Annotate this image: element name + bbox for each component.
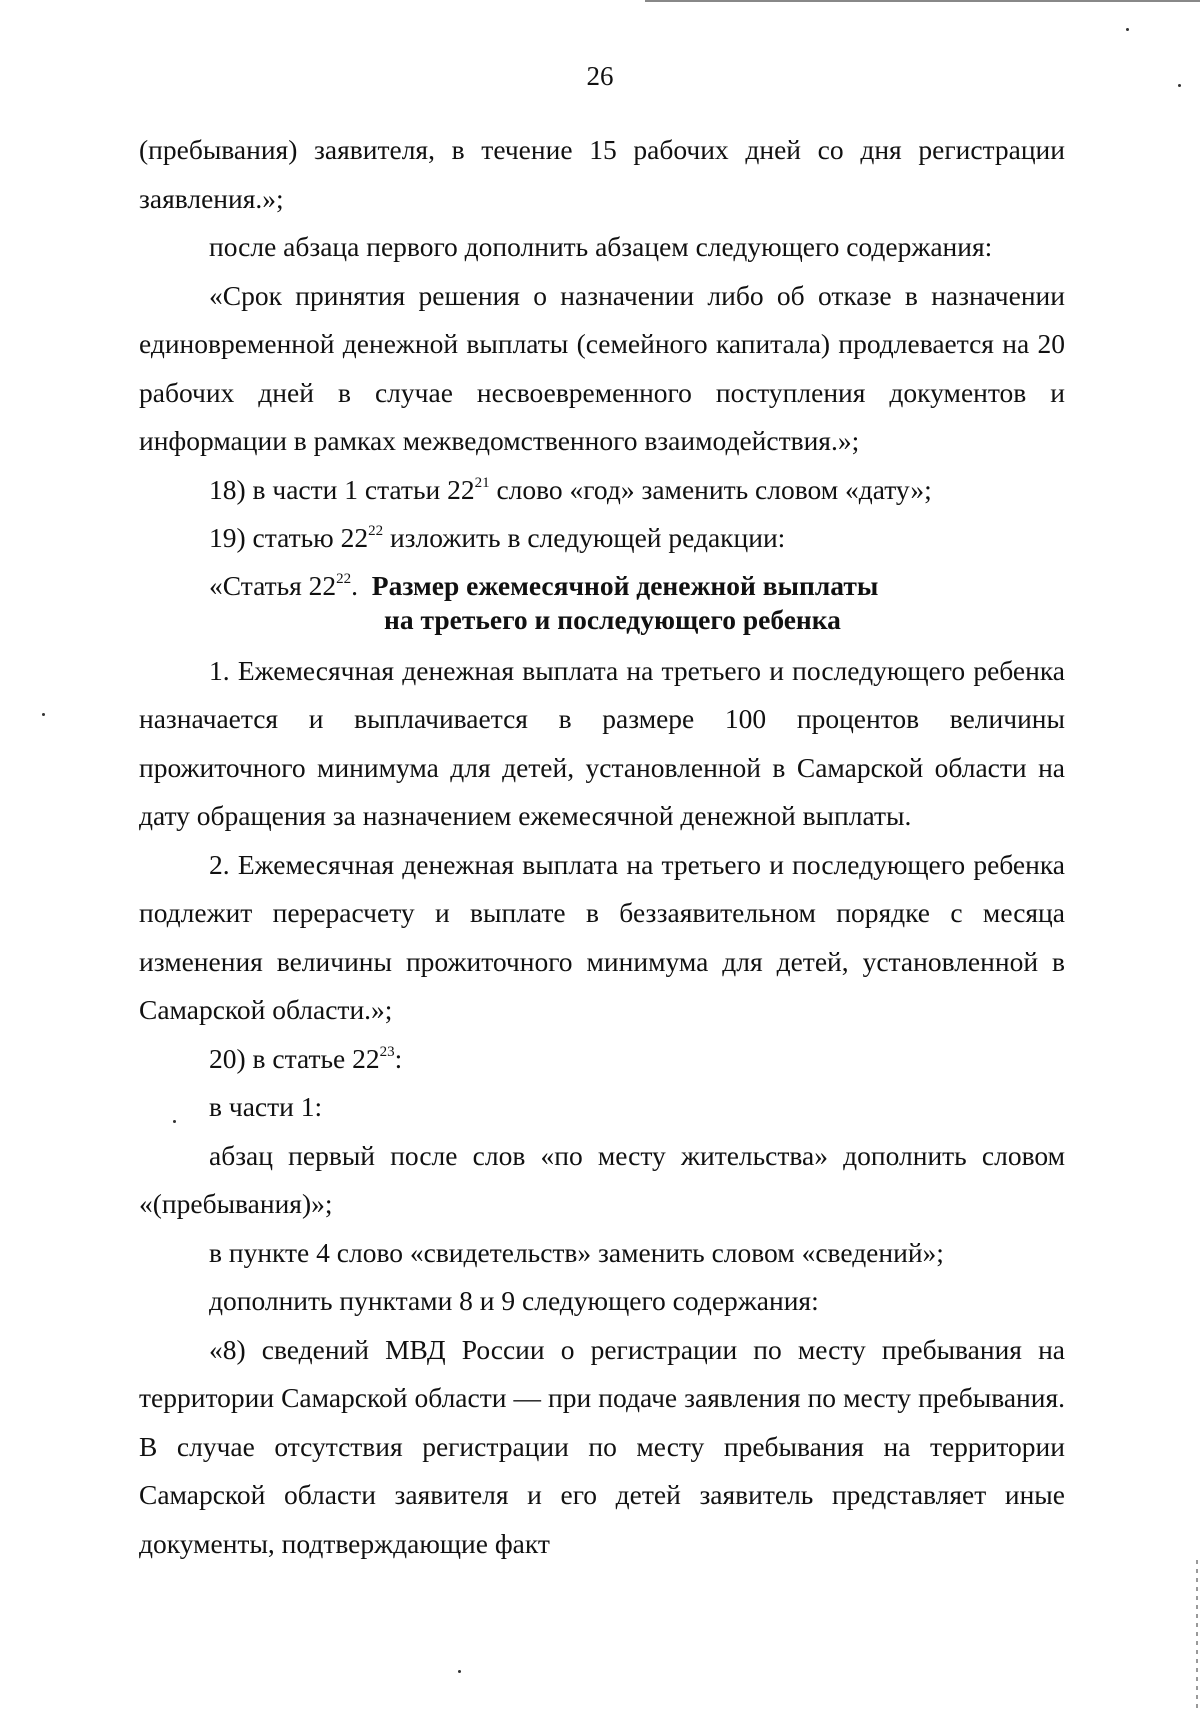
paragraph-item-8: «8) сведений МВД России о регистрации по месту пребывания на территории Самарской области — при подаче заявления по месту пребывания. В случае отсутствия регистрации по месту пребывания на территории Самарской области заявителя и его детей заявитель представляет иные документы, подтверждающие факт: [139, 1333, 1065, 1559]
paragraph-item-20: [139, 1035, 1065, 1084]
article-title: Размер ежемесячной денежной выплаты: [371, 569, 879, 601]
text: слово «год» заменить словом «дату»;: [489, 473, 932, 505]
superscript: 21: [474, 474, 490, 491]
paragraph: в пункте 4 слово «свидетельств» заменить словом «сведений»;: [209, 1236, 944, 1268]
paragraph-item-18: [139, 466, 1065, 515]
paragraph-item-19: [139, 514, 1065, 563]
superscript: 22: [336, 570, 352, 587]
scan-edge-mark: [1196, 1560, 1198, 1710]
paragraph: абзац первый после слов «по месту жительства» дополнить словом «(пребывания)»;: [139, 1139, 1065, 1219]
page-number: 26: [586, 61, 614, 91]
article-heading-line2: на третьего и последующего ребенка: [384, 603, 841, 635]
text: 20) в статье 22: [209, 1042, 380, 1074]
article-label: «Статья 22: [209, 569, 337, 601]
scan-speck: [458, 1670, 461, 1673]
superscript: 23: [379, 1043, 395, 1060]
text: .: [351, 569, 359, 601]
scan-speck: [42, 713, 45, 716]
paragraph: дополнить пунктами 8 и 9 следующего содержания:: [209, 1285, 819, 1316]
text: 18) в части 1 статьи 22: [209, 473, 475, 505]
text: изложить в следующей редакции:: [383, 522, 786, 553]
scan-speck: [1126, 28, 1129, 31]
paragraph: в части 1:: [209, 1091, 323, 1122]
article-heading-line1: [139, 569, 1065, 603]
superscript: 22: [368, 523, 384, 539]
paragraph-quote: «Срок принятия решения о назначении либо об отказе в назначении единовременной денежной выплаты (семейного капитала) продлевается на 20 рабочих дней в случае несвоевременного поступления документов и информации в рамках межведомственного взаимодействия.»;: [139, 279, 1065, 456]
paragraph-continuation: (пребывания) заявителя, в течение 15 рабочих дней со дня регистрации заявления.»;: [139, 134, 1065, 214]
paragraph-part-2: 2. Ежемесячная денежная выплата на третьего и последующего ребенка подлежит перерасчету и выплате в беззаявительном порядке с месяца изменения величины прожиточного минимума для детей, установленной в Самарской области.»;: [139, 848, 1065, 1025]
article-heading: [139, 563, 1065, 647]
document-body: [139, 126, 1065, 1568]
scan-top-edge: [645, 0, 1200, 2]
paragraph-part-1: 1. Ежемесячная денежная выплата на третьего и последующего ребенка назначается и выплачивается в размере 100 процентов величины прожиточного минимума для детей, установленной в Самарской области на дату обращения за назначением ежемесячной денежной выплаты.: [139, 654, 1065, 831]
text: :: [394, 1042, 403, 1074]
paragraph: после абзаца первого дополнить абзацем следующего содержания:: [209, 231, 993, 262]
text: 19) статью 22: [209, 522, 369, 553]
